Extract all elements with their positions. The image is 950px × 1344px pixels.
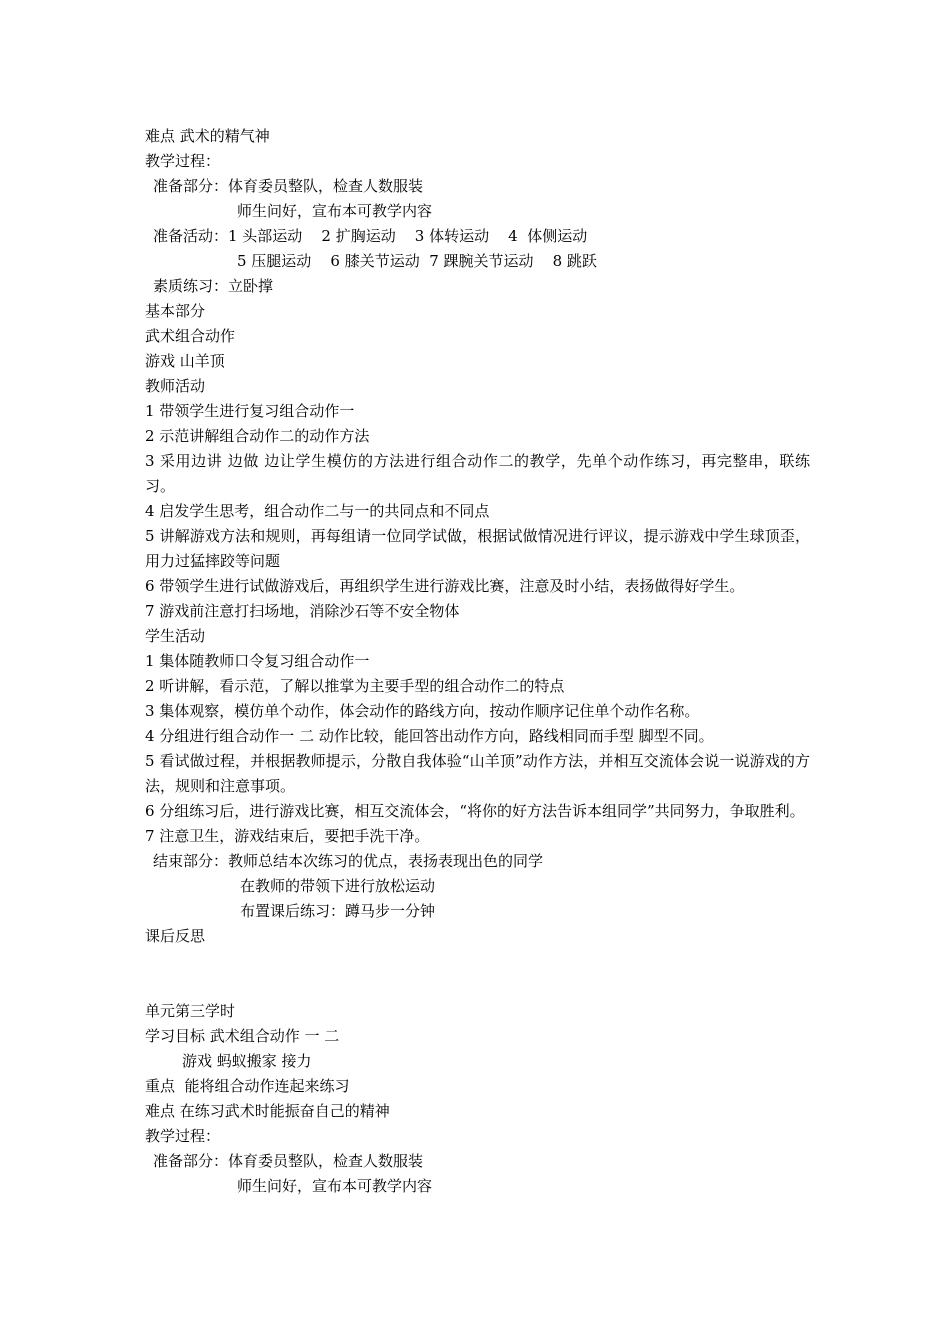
closing-section-continued: 布置课后练习：蹲马步一分钟 [240, 902, 436, 920]
learning-goal: 学习目标 武术组合动作 一 二 [145, 1027, 340, 1045]
prep-section: 准备部分：体育委员整队，检查人数服装 [153, 1152, 424, 1170]
student-step: 3 集体观察，模仿单个动作，体会动作的路线方向，按动作顺序记住单个动作名称。 [145, 702, 700, 720]
difficulty-line: 难点 武术的精气神 [145, 127, 270, 145]
teacher-step: 7 游戏前注意打扫场地，消除沙石等不安全物体 [145, 602, 460, 620]
reflection-heading: 课后反思 [145, 927, 206, 945]
teacher-step: 6 带领学生进行试做游戏后，再组织学生进行游戏比赛，注意及时小结，表扬做得好学生。 [145, 577, 745, 595]
prep-section-continued: 师生问好，宣布本可教学内容 [237, 1177, 433, 1195]
wushu-combo: 武术组合动作 [145, 327, 236, 345]
closing-section-continued: 在教师的带领下进行放松运动 [240, 877, 436, 895]
process-heading: 教学过程： [145, 152, 221, 170]
student-step: 1 集体随教师口令复习组合动作一 [145, 652, 370, 670]
student-step: 2 听讲解，看示范，了解以推掌为主要手型的组合动作二的特点 [145, 677, 565, 695]
student-activity-heading: 学生活动 [145, 627, 206, 645]
section-gap [145, 949, 810, 999]
teacher-activity-heading: 教师活动 [145, 377, 206, 395]
prep-section: 准备部分：体育委员整队，检查人数服装 [153, 177, 424, 195]
teacher-step: 4 启发学生思考，组合动作二与一的共同点和不同点 [145, 502, 490, 520]
closing-section: 结束部分：教师总结本次练习的优点，表扬表现出色的同学 [153, 852, 544, 870]
student-step: 6 分组练习后，进行游戏比赛，相互交流体会，“将你的好方法告诉本组同学”共同努力，争取胜利。 [145, 802, 805, 820]
student-step: 5 看试做过程，并根据教师提示，分散自我体验“山羊顶”动作方法，并相互交流体会说一说游戏的方法，规则和注意事项。 [145, 752, 810, 795]
warmup-activities-continued: 5 压腿运动 6 膝关节运动 7 踝腕关节运动 8 跳跃 [237, 252, 597, 270]
learning-goal-continued: 游戏 蚂蚁搬家 接力 [182, 1052, 312, 1070]
basic-section-heading: 基本部分 [145, 302, 206, 320]
game-name: 游戏 山羊顶 [145, 352, 225, 370]
document-body [145, 124, 810, 1199]
difficulty-line: 难点 在练习武术时能振奋自己的精神 [145, 1102, 390, 1120]
prep-section-continued: 师生问好，宣布本可教学内容 [237, 202, 433, 220]
student-step: 7 注意卫生，游戏结束后，要把手洗干净。 [145, 827, 430, 845]
key-point: 重点 能将组合动作连起来练习 [145, 1077, 350, 1095]
teacher-step: 1 带领学生进行复习组合动作一 [145, 402, 355, 420]
teacher-step: 2 示范讲解组合动作二的动作方法 [145, 427, 370, 445]
fitness-exercise: 素质练习：立卧撑 [153, 277, 274, 295]
warmup-activities: 准备活动：1 头部运动 2 扩胸运动 3 体转运动 4 体侧运动 [153, 227, 588, 245]
process-heading: 教学过程： [145, 1127, 221, 1145]
unit-lesson-heading: 单元第三学时 [145, 1002, 236, 1020]
teacher-step: 5 讲解游戏方法和规则，再每组请一位同学试做，根据试做情况进行评议，提示游戏中学生球顶歪，用力过猛摔跤等问题 [145, 527, 810, 570]
student-step: 4 分组进行组合动作一 二 动作比较，能回答出动作方向，路线相同而手型 脚型不同。 [145, 727, 714, 745]
teacher-step: 3 采用边讲 边做 边让学生模仿的方法进行组合动作二的教学，先单个动作练习，再完整串，联练习。 [145, 452, 810, 495]
